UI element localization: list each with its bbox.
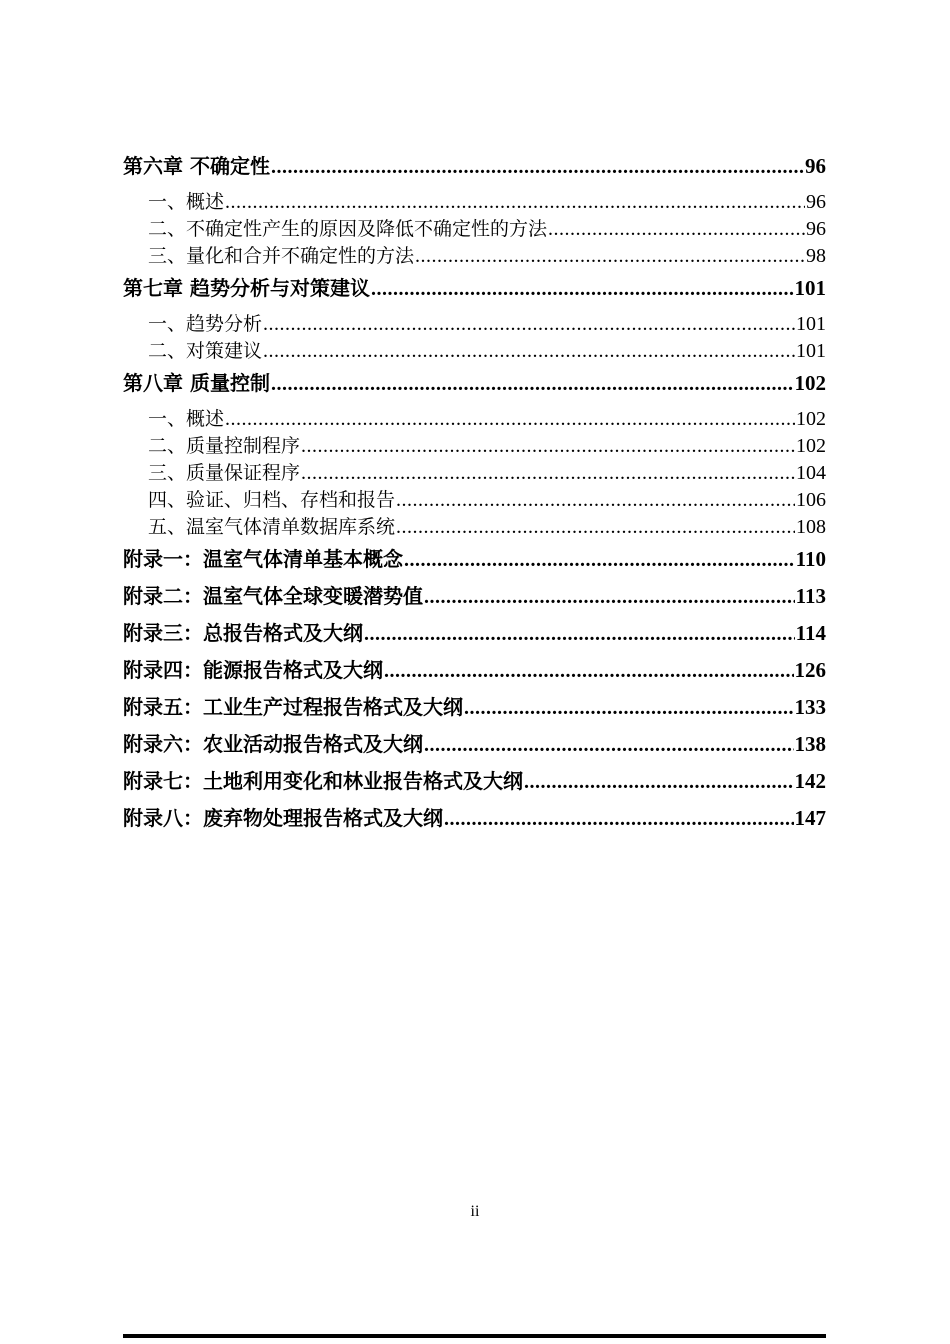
- dot-leader: [301, 433, 795, 460]
- toc-label: 一、概述: [148, 408, 225, 430]
- toc-entry-appendix-2[interactable]: [123, 584, 826, 609]
- toc-page-number: 142: [794, 769, 826, 793]
- toc-page-number: 126: [794, 658, 826, 682]
- toc-page-number: 102: [796, 435, 826, 457]
- toc-entry-section[interactable]: [123, 216, 826, 243]
- toc-page-number: 96: [805, 154, 826, 178]
- toc-label: 二、质量控制程序: [148, 435, 301, 457]
- toc-entry-section[interactable]: [123, 406, 826, 433]
- toc-page-number: 113: [795, 584, 826, 608]
- toc-entry-chapter-6[interactable]: [123, 154, 826, 179]
- dot-leader: [263, 311, 795, 338]
- toc-label: 附录四：能源报告格式及大纲: [123, 658, 383, 682]
- toc-entry-appendix-1[interactable]: [123, 547, 826, 572]
- toc-label: 第七章 趋势分析与对策建议: [123, 276, 370, 300]
- toc-entry-section[interactable]: [123, 189, 826, 216]
- toc-label: 附录一：温室气体清单基本概念: [123, 547, 403, 571]
- dot-leader: [396, 487, 795, 514]
- table-of-contents: [123, 148, 826, 843]
- footer-page-number: ii: [470, 1203, 480, 1220]
- dot-leader: [225, 189, 805, 216]
- toc-label: 四、验证、归档、存档和报告: [148, 489, 396, 511]
- toc-page-number: 106: [796, 489, 826, 511]
- toc-page-number: 102: [796, 408, 826, 430]
- dot-leader: [424, 585, 795, 609]
- toc-entry-section[interactable]: [123, 338, 826, 365]
- dot-leader: [424, 733, 794, 757]
- toc-page-number: 102: [794, 371, 826, 395]
- toc-label: 第六章 不确定性: [123, 154, 270, 178]
- dot-leader: [263, 338, 795, 365]
- toc-page-number: 101: [796, 340, 826, 362]
- toc-entry-section[interactable]: [123, 460, 826, 487]
- toc-page-number: 96: [806, 218, 826, 240]
- dot-leader: [301, 460, 795, 487]
- toc-page-number: 101: [796, 313, 826, 335]
- dot-leader: [225, 406, 795, 433]
- toc-label: 三、量化和合并不确定性的方法: [148, 245, 415, 267]
- toc-entry-appendix-5[interactable]: [123, 695, 826, 720]
- toc-entry-appendix-3[interactable]: [123, 621, 826, 646]
- toc-entry-chapter-8[interactable]: [123, 371, 826, 396]
- dot-leader: [371, 277, 794, 301]
- toc-label: 附录三：总报告格式及大纲: [123, 621, 363, 645]
- toc-label: 附录五：工业生产过程报告格式及大纲: [123, 695, 463, 719]
- toc-page-number: 147: [794, 806, 826, 830]
- toc-label: 一、概述: [148, 191, 225, 213]
- dot-leader: [404, 548, 795, 572]
- toc-label: 二、不确定性产生的原因及降低不确定性的方法: [148, 218, 548, 240]
- toc-label: 附录二：温室气体全球变暖潜势值: [123, 584, 423, 608]
- toc-entry-appendix-8[interactable]: [123, 806, 826, 831]
- toc-page-number: 96: [806, 191, 826, 213]
- toc-label: 附录七：土地利用变化和林业报告格式及大纲: [123, 769, 523, 793]
- dot-leader: [415, 243, 805, 270]
- toc-label: 三、质量保证程序: [148, 462, 301, 484]
- toc-page-number: 101: [794, 276, 826, 300]
- toc-label: 第八章 质量控制: [123, 371, 270, 395]
- toc-label: 附录八：废弃物处理报告格式及大纲: [123, 806, 443, 830]
- toc-page-number: 138: [794, 732, 826, 756]
- toc-entry-appendix-4[interactable]: [123, 658, 826, 683]
- toc-page-number: 133: [794, 695, 826, 719]
- dot-leader: [384, 659, 794, 683]
- toc-entry-appendix-7[interactable]: [123, 769, 826, 794]
- dot-leader: [548, 216, 805, 243]
- dot-leader: [364, 622, 795, 646]
- toc-page-number: 108: [796, 516, 826, 538]
- toc-label: 一、趋势分析: [148, 313, 263, 335]
- toc-entry-appendix-6[interactable]: [123, 732, 826, 757]
- toc-page-number: 98: [806, 245, 826, 267]
- toc-entry-section[interactable]: [123, 514, 826, 541]
- dot-leader: [271, 372, 794, 396]
- dot-leader: [464, 696, 794, 720]
- toc-entry-section[interactable]: [123, 487, 826, 514]
- toc-page-number: 114: [795, 621, 826, 645]
- toc-entry-section[interactable]: [123, 243, 826, 270]
- toc-label: 二、对策建议: [148, 340, 263, 362]
- toc-label: 附录六：农业活动报告格式及大纲: [123, 732, 423, 756]
- toc-page-number: 104: [796, 462, 826, 484]
- toc-label: 五、温室气体清单数据库系统: [148, 516, 396, 538]
- toc-entry-section[interactable]: [123, 311, 826, 338]
- toc-entry-section[interactable]: [123, 433, 826, 460]
- dot-leader: [444, 807, 794, 831]
- toc-page-number: 110: [795, 547, 826, 571]
- dot-leader: [271, 155, 804, 179]
- dot-leader: [524, 770, 794, 794]
- toc-entry-chapter-7[interactable]: [123, 276, 826, 301]
- dot-leader: [396, 514, 795, 541]
- bottom-rule-divider: [123, 1334, 826, 1338]
